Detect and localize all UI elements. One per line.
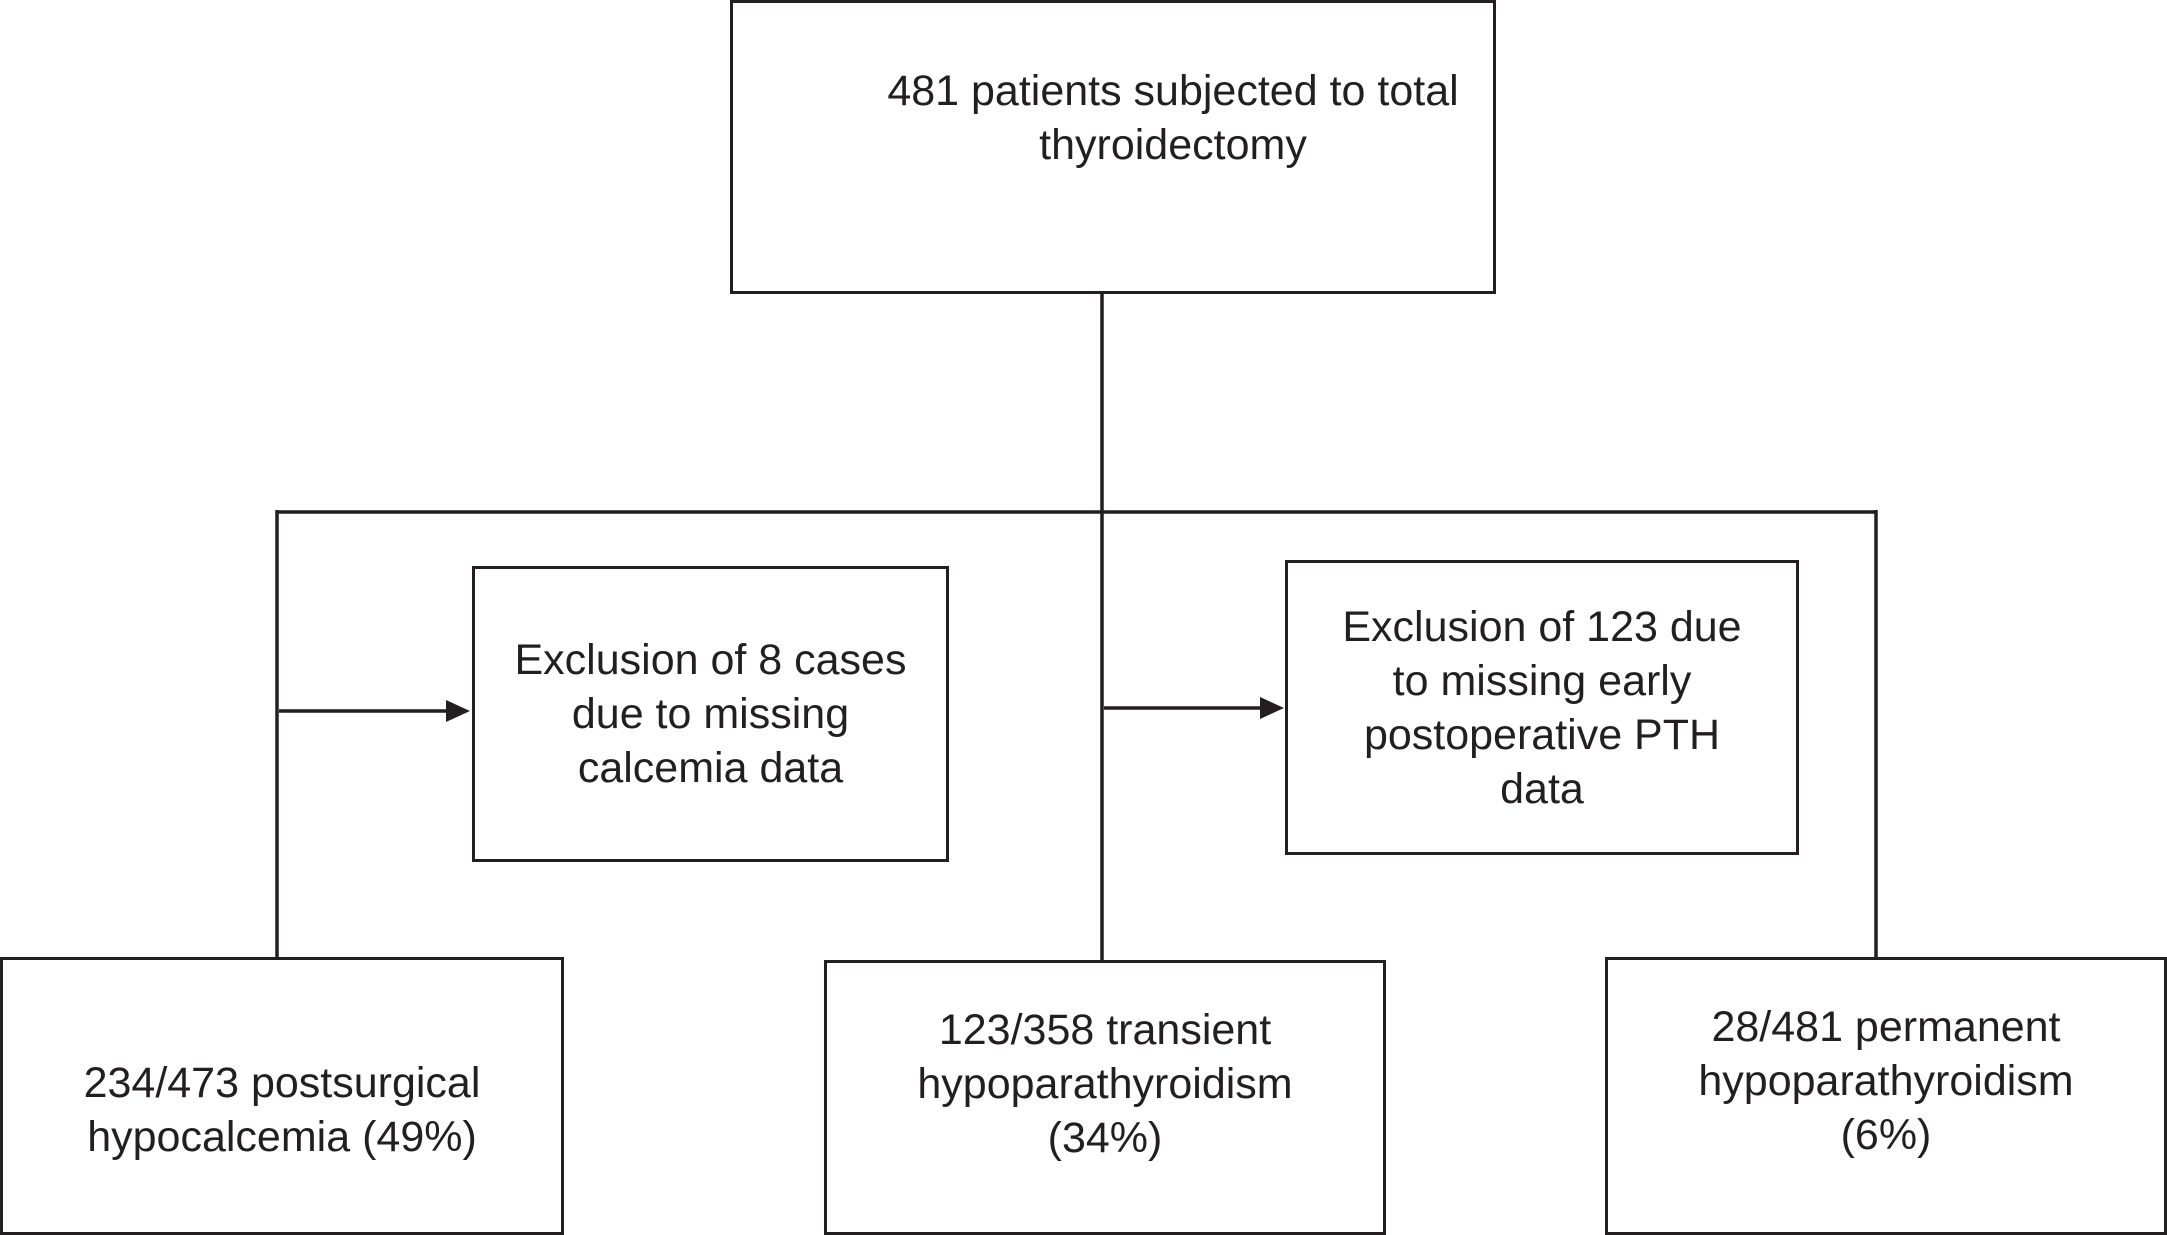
exclusion-pth-line-1: Exclusion of 123 due (1342, 602, 1742, 651)
exclusion-calcemia-box (472, 566, 949, 862)
outcome-hypocalcemia-line-1: 234/473 postsurgical (83, 1059, 481, 1107)
outcome-transient-line-2: hypoparathyroidism (917, 1059, 1293, 1108)
exclusion-calcemia-line-2: due to missing (571, 690, 850, 738)
outcome-permanent-box (1605, 957, 2167, 1235)
arrowhead-right-exclusion (1260, 697, 1284, 719)
outcome-permanent-line-3: (6%) (1840, 1111, 1932, 1159)
exclusion-pth-box (1285, 560, 1799, 855)
arrowhead-left-exclusion (446, 700, 470, 722)
outcome-transient-line-1: 123/358 transient (938, 1005, 1272, 1054)
outcome-permanent-line-1: 28/481 permanent (1711, 1003, 2061, 1051)
outcome-transient-line-3: (34%) (1047, 1113, 1163, 1162)
cohort-text-line-1: 481 patients subjected to total (887, 67, 1459, 115)
outcome-hypocalcemia-box (0, 957, 564, 1235)
cohort-text-line-2: thyroidectomy (1039, 121, 1307, 169)
outcome-transient-box (824, 960, 1386, 1235)
outcome-hypocalcemia-line-2: hypocalcemia (49%) (87, 1113, 477, 1161)
exclusion-calcemia-line-1: Exclusion of 8 cases (514, 636, 907, 684)
cohort-box (730, 0, 1496, 294)
outcome-permanent-line-2: hypoparathyroidism (1698, 1057, 2074, 1105)
exclusion-calcemia-line-3: calcemia data (577, 744, 844, 792)
exclusion-pth-line-4: data (1500, 764, 1584, 813)
exclusion-pth-line-2: to missing early (1392, 656, 1692, 705)
exclusion-pth-line-3: postoperative PTH (1363, 710, 1721, 759)
